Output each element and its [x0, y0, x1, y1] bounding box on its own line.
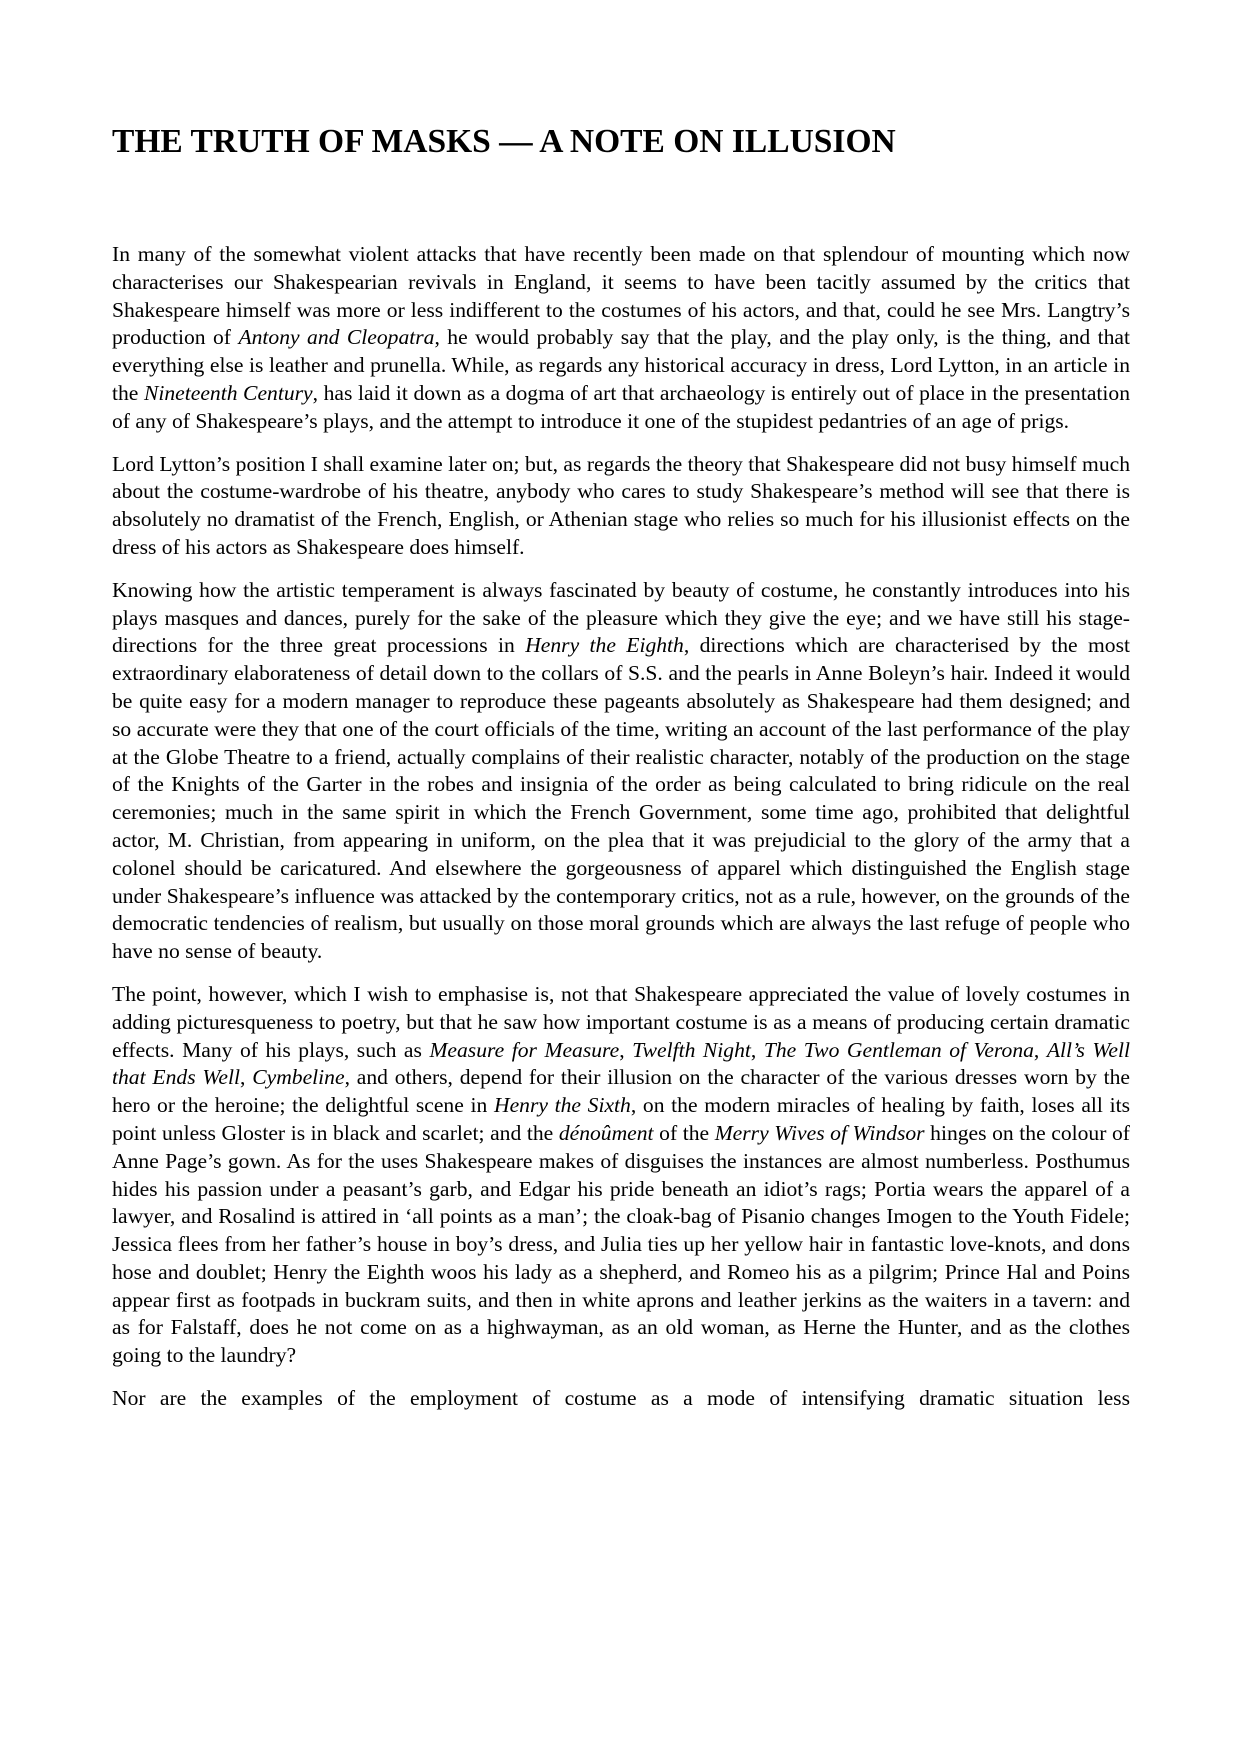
paragraph-1 — [112, 241, 1130, 436]
paragraph-4 — [112, 981, 1130, 1370]
body-text-run: The point, however, which I wish to emphasise is, not that Shakespeare appreciated the value of lovely costumes in adding picturesqueness to poetry, but that he saw how important costume is as a means of producing certain dramatic effects. Many of his plays, such as — [112, 981, 1130, 1062]
italic-title-text: Twelfth Night — [632, 1037, 751, 1062]
document-body — [112, 241, 1130, 1428]
body-text-run: , on the modern miracles of healing by faith, loses all its point unless Gloster is in black and scarlet; and the — [112, 1093, 1130, 1145]
paragraph-3 — [112, 577, 1130, 966]
body-text-run: Lord Lytton’s position I shall examine later on; but, as regards the theory that Shakespeare did not busy himself much about the costume-wardrobe of his theatre, anybody who cares to study Shakespeare’s method will see that there is absolutely no dramatist of the French, English, or Athenian stage who relies so much for his illusionist effects on the dress of his actors as Shakespeare does himself. — [112, 451, 1130, 559]
body-text-run: , — [619, 1037, 633, 1062]
body-text-run: , — [750, 1037, 764, 1062]
body-text-run: , — [1033, 1037, 1047, 1062]
body-text-run: Nor are the examples of the employment of costume as a mode of intensifying dramatic situation less — [112, 1386, 1130, 1411]
italic-title-text: dénoûment — [558, 1120, 654, 1145]
italic-title-text: Measure for Measure — [429, 1037, 620, 1062]
italic-title-text: The Two Gentleman of Verona — [763, 1037, 1034, 1062]
body-text-run: , has laid it down as a dogma of art that archaeology is entirely out of place in the presentation of any of Shakespeare’s plays, and the attempt to introduce it one of the stupidest pedantries of an age of prigs. — [112, 380, 1131, 433]
italic-title-text: Henry the Sixth — [493, 1093, 631, 1118]
paragraph-5 — [112, 1385, 1130, 1413]
body-text-run: Knowing how the artistic temperament is always fascinated by beauty of costume, he constantly introduces into his plays masques and dances, purely for the sake of the pleasure which they give the eye; and we have still his stage-directions for the three great processions in — [112, 577, 1130, 658]
body-text-run: , and others, depend for their illusion on the character of the various dresses worn by the hero or the heroine; the delightful scene in — [112, 1065, 1130, 1118]
body-text-run: , directions which are characterised by the most extraordinary elaborateness of detail down to the collars of S.S. and the pearls in Anne Boleyn’s hair. Indeed it would be quite easy for a modern manager to reproduce these pageants absolutely as Shakespeare had them designed; and so accurate were they that one of the court officials of the time, writing an account of the last performance of the play at the Globe Theatre to a friend, actually complains of their realistic character, notably of the production on the stage of the Knights of the Garter in the robes and insignia of the order as being calculated to bring ridicule on the real ceremonies; much in the same spirit in which the French Government, some time ago, prohibited that delightful actor, M. Christian, from appearing in uniform, on the plea that it was prejudicial to the glory of the army that a colonel should be caricatured. And elsewhere the gorgeousness of apparel which distinguished the English stage under Shakespeare’s influence was attacked by the contemporary critics, not as a rule, however, on the grounds of the democratic tendencies of realism, but usually on those moral grounds which are always the last refuge of people who have no sense of beauty. — [112, 633, 1130, 964]
body-text-run: of the — [653, 1120, 715, 1145]
body-text-run: , — [240, 1065, 253, 1090]
body-text-run: , he would probably say that the play, and the play only, is the thing, and that everything else is leather and prunella. While, as regards any historical accuracy in dress, Lord Lytton, in an article in the — [112, 325, 1130, 405]
italic-title-text: All’s Well that Ends Well — [112, 1037, 1130, 1090]
italic-title-text: Antony and Cleopatra — [238, 325, 435, 350]
paragraph-2 — [112, 451, 1130, 562]
document-title: THE TRUTH OF MASKS — A NOTE ON ILLUSION — [112, 123, 896, 160]
italic-title-text: Henry the Eighth — [525, 633, 684, 658]
italic-title-text: Nineteenth Century — [143, 380, 313, 405]
body-text-run: In many of the somewhat violent attacks that have recently been made on that splendour of mounting which now characterises our Shakespearian revivals in England, it seems to have been tacitly assumed by the critics that Shakespeare himself was more or less indifferent to the costumes of his actors, and that, could he see Mrs. Langtry’s production of — [112, 242, 1130, 350]
italic-title-text: Merry Wives of Windsor — [714, 1120, 925, 1145]
italic-title-text: Cymbeline — [252, 1065, 345, 1090]
body-text-run: hinges on the colour of Anne Page’s gown. As for the uses Shakespeare makes of disguises the instances are almost numberless. Posthumus hides his passion under a peasant’s garb, and Edgar his pride beneath an idiot’s rags; Portia wears the apparel of a lawyer, and Rosalind is attired in ‘all points as a man’; the cloak-bag of Pisanio changes Imogen to the Youth Fidele; Jessica flees from her father’s house in boy’s dress, and Julia ties up her yellow hair in fantastic love-knots, and dons hose and doublet; Henry the Eighth woos his lady as a shepherd, and Romeo his as a pilgrim; Prince Hal and Poins appear first as footpads in buckram suits, and then in white aprons and leather jerkins as the waiters in a tavern: and as for Falstaff, does he not come on as a highwayman, as an old woman, as Herne the Hunter, and as the clothes going to the laundry? — [112, 1120, 1130, 1368]
